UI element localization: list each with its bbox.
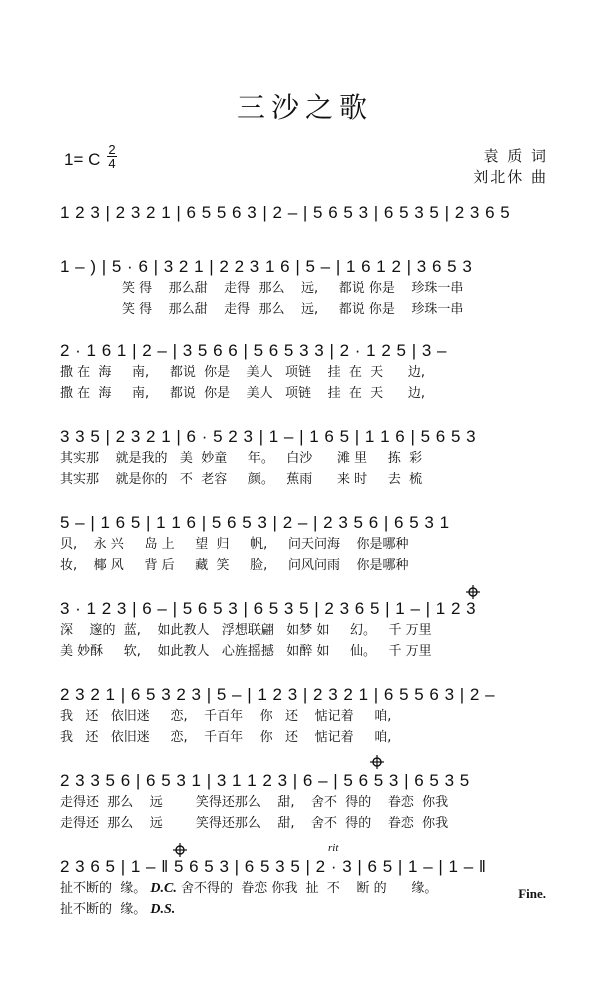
score-line — [60, 770, 550, 834]
score-line — [60, 512, 550, 576]
da-capo-mark: D.C. — [150, 881, 177, 896]
score-line — [60, 202, 550, 224]
lyric-line: 其实那 就是我的 美 妙童 年。 白沙 滩 里 拣 彩 — [60, 451, 423, 466]
lyric-line: 扯不断的 缘。 D.C. 舍不得的 眷恋 你我 扯 不 断 的 缘。 — [60, 881, 438, 896]
lyric-line: 笑 得 那么甜 走得 那么 远, 都说 你是 珍珠一串 — [60, 281, 464, 296]
score-line — [60, 598, 550, 662]
time-signature-top: 2 — [108, 142, 116, 157]
page-title: 三沙之歌 — [236, 91, 373, 124]
lyric-line: 美 妙酥 软, 如此教人 心旌摇撼 如醉 如 仙。 千 万里 — [60, 644, 432, 659]
notation-line: 2 3 6 5 | 1 – ‖ 5 6 5 3 | 6 5 3 5 | 2 · 3 | 6 5 | 1 – | 1 – ‖ — [60, 857, 487, 876]
score-line — [60, 842, 550, 920]
lyric-line: 其实那 就是你的 不 老容 颜。 蕉雨 来 时 去 梳 — [60, 472, 423, 487]
lyric-line: 走得还 那么 远 笑得还那么 甜, 舍不 得的 眷恋 你我 — [60, 795, 449, 810]
lyric-line: 撒 在 海 南, 都说 你是 美人 项链 挂 在 天 边, — [60, 386, 426, 401]
notation-line: 3 · 1 2 3 | 6 – | 5 6 5 3 | 6 5 3 5 | 2 3 6 5 | 1 – | 1 2 3 — [60, 599, 477, 618]
dal-segno-mark: D.S. — [150, 902, 176, 917]
lyric-line: 我 还 依旧迷 恋, 千百年 你 还 惦记着 咱, — [60, 730, 392, 745]
time-signature-bottom: 4 — [108, 156, 116, 171]
notation-line: 1 – ) | 5 · 6 | 3 2 1 | 2 2 3 1 6 | 5 – | 1 6 1 2 | 3 6 5 3 — [60, 257, 473, 276]
composer-credit: 刘北休 曲 — [473, 168, 548, 186]
coda-icon — [173, 842, 187, 861]
notation-line: 2 · 1 6 1 | 2 – | 3 5 6 6 | 5 6 5 3 3 | 2 · 1 2 5 | 3 – — [60, 341, 447, 360]
notation-line: 2 3 3 5 6 | 6 5 3 1 | 3 1 1 2 3 | 6 – | 5 6 5 3 | 6 5 3 5 — [60, 771, 470, 790]
lyric-line: 我 还 依旧迷 恋, 千百年 你 还 惦记着 咱, — [60, 709, 392, 724]
notation-line: 2 3 2 1 | 6 5 3 2 3 | 5 – | 1 2 3 | 2 3 2 1 | 6 5 5 6 3 | 2 – — [60, 685, 496, 704]
notation-line: 3 3 5 | 2 3 2 1 | 6 · 5 2 3 | 1 – | 1 6 5 | 1 1 6 | 5 6 5 3 — [60, 427, 477, 446]
score-line — [60, 684, 550, 748]
time-signature — [106, 143, 118, 170]
fine-mark: Fine. — [518, 886, 546, 901]
score-line — [60, 340, 550, 404]
lyric-line: 妆, 椰 风 背 后 藏 笑 脸, 问风问雨 你是哪种 — [60, 558, 409, 573]
lyricist-credit: 袁 质 词 — [483, 147, 548, 165]
lyric-line: 走得还 那么 远 笑得还那么 甜, 舍不 得的 眷恋 你我 — [60, 816, 449, 831]
segno-icon — [466, 584, 480, 603]
notation-line: 5 – | 1 6 5 | 1 1 6 | 5 6 5 3 | 2 – | 2 3 5 6 | 6 5 3 1 — [60, 513, 450, 532]
lyric-line: 深 邃的 蓝, 如此教人 浮想联翩 如梦 如 幻。 千 万里 — [60, 623, 432, 638]
lyric-line: 贝, 永 兴 岛 上 望 归 帆, 问天问海 你是哪种 — [60, 537, 409, 552]
ritardando-mark: rit — [328, 842, 339, 854]
lyric-line: 撒 在 海 南, 都说 你是 美人 项链 挂 在 天 边, — [60, 365, 426, 380]
coda-icon — [370, 754, 384, 773]
lyric-line: 笑 得 那么甜 走得 那么 远, 都说 你是 珍珠一串 — [60, 302, 464, 317]
score-line — [60, 256, 550, 320]
lyric-line: 扯不断的 缘。 D.S. — [60, 902, 176, 917]
notation-line: 1 2 3 | 2 3 2 1 | 6 5 5 6 3 | 2 – | 5 6 5 3 | 6 5 3 5 | 2 3 6 5 — [60, 203, 511, 222]
score-line — [60, 426, 550, 490]
key-signature: 1= C — [64, 150, 101, 169]
